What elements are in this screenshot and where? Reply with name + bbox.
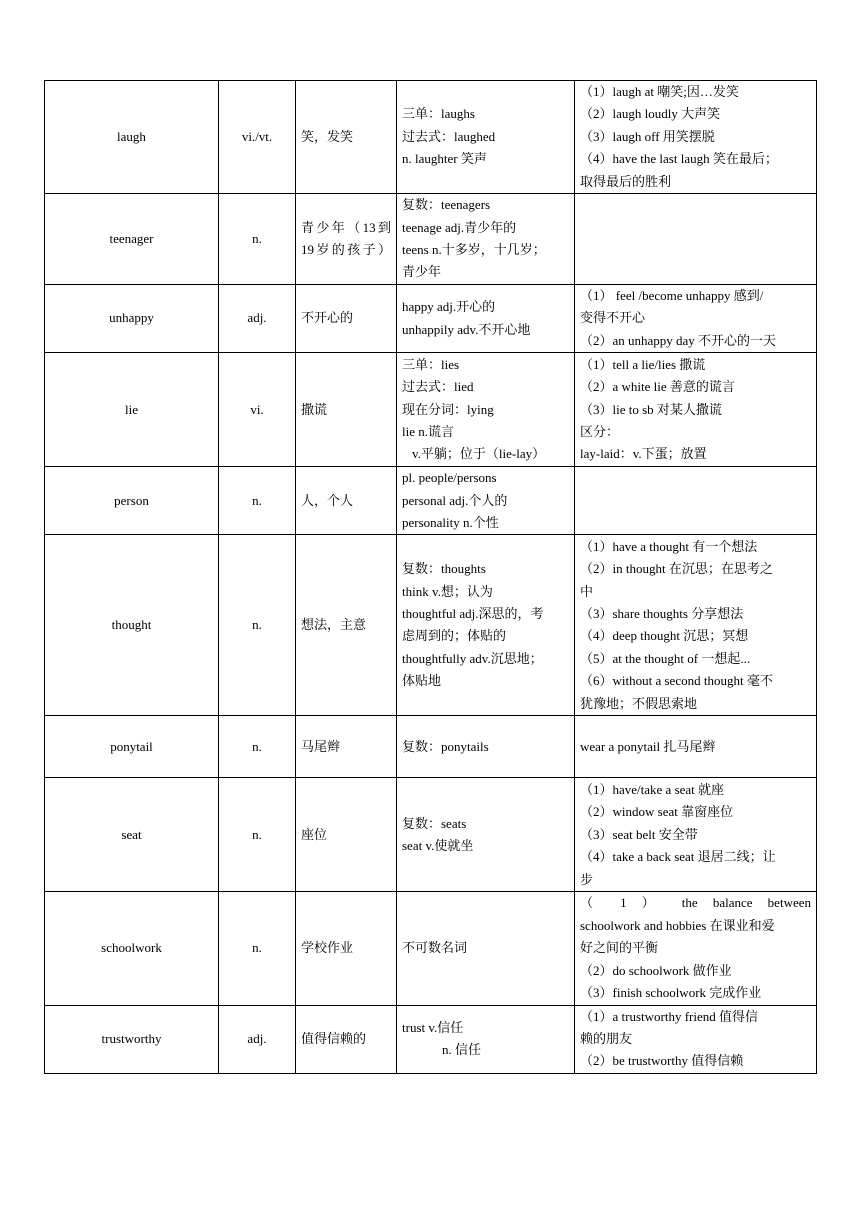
word-cell: teenager (45, 194, 219, 285)
word-form-line: 虑周到的；体贴的 (402, 628, 507, 644)
meaning-cell: 马尾辫 (296, 716, 397, 778)
phrase-line: 区分： (580, 423, 620, 439)
word-form-line: 现在分词：lying (402, 401, 494, 417)
phrase-line: （3）finish schoolwork 完成作业 (580, 985, 762, 1001)
word-form-line: n. laughter 笑声 (402, 151, 487, 167)
forms-cell (397, 194, 575, 285)
phrase-line: （4）take a back seat 退居二线；让 (580, 849, 776, 865)
word-form-line: teenage adj.青少年的 (402, 219, 517, 235)
phrase-line: （4）deep thought 沉思；冥想 (580, 628, 749, 644)
meaning-cell: 撒谎 (296, 353, 397, 467)
meaning-cell: 青少年（13到19岁的孩子） (296, 194, 397, 285)
phrase-line: （2）in thought 在沉思；在思考之 (580, 561, 773, 577)
meaning-cell: 笑，发笑 (296, 81, 397, 194)
word-form-line: seat v.使就坐 (402, 837, 474, 853)
word-form-line: personal adj.个人的 (402, 492, 508, 508)
table-row (45, 778, 817, 892)
phrase-line: （2）a white lie 善意的谎言 (580, 379, 735, 395)
phrase-line: （2）laugh loudly 大声笑 (580, 106, 721, 122)
phrases-cell (575, 1005, 817, 1073)
phrase-line: （2）be trustworthy 值得信赖 (580, 1053, 744, 1069)
meaning-cell: 座位 (296, 778, 397, 892)
phrase-line: （ 1 ） the balance between (580, 895, 811, 911)
word-form-line: lie n.谎言 (402, 423, 454, 439)
meaning-cell: 人，个人 (296, 467, 397, 535)
phrase-line: （1）have a thought 有一个想法 (580, 538, 758, 554)
phrase-line: （3）share thoughts 分享想法 (580, 606, 744, 622)
forms-cell (397, 716, 575, 778)
vocab-table (44, 80, 817, 1074)
word-form-line: 复数：teenagers (402, 197, 491, 213)
forms-cell (397, 353, 575, 467)
word-form-line: 青少年 (402, 264, 442, 280)
phrase-line: 取得最后的胜利 (580, 173, 672, 189)
phrase-line: 中 (580, 583, 594, 599)
phrases-cell (575, 194, 817, 285)
phrase-line: （1）laugh at 嘲笑;因…发笑 (580, 84, 739, 99)
phrase-line: wear a ponytail 扎马尾辫 (580, 738, 716, 754)
table-row (45, 353, 817, 467)
table-row (45, 285, 817, 353)
table-row (45, 467, 817, 535)
part-of-speech-cell: n. (219, 716, 296, 778)
forms-cell (397, 778, 575, 892)
word-form-line: thoughtful adj.深思的，考 (402, 606, 544, 622)
phrase-line: 犹豫地；不假思索地 (580, 695, 698, 711)
phrase-line: （1）tell a lie/lies 撒谎 (580, 356, 706, 372)
meaning-cell: 学校作业 (296, 892, 397, 1005)
word-form-line: happy adj.开心的 (402, 299, 496, 315)
word-cell: person (45, 467, 219, 535)
word-cell: trustworthy (45, 1005, 219, 1073)
part-of-speech-cell: vi./vt. (219, 81, 296, 194)
phrases-cell (575, 892, 817, 1005)
word-form-line: 体贴地 (402, 673, 442, 689)
word-cell: ponytail (45, 716, 219, 778)
part-of-speech-cell: n. (219, 467, 296, 535)
forms-cell (397, 81, 575, 194)
word-form-line: teens n.十多岁，十几岁； (402, 242, 546, 258)
phrase-line: （3）seat belt 安全带 (580, 826, 698, 842)
word-form-line: 复数：seats (402, 815, 467, 831)
word-form-line: think v.想；认为 (402, 583, 493, 599)
meaning-cell: 想法，主意 (296, 535, 397, 716)
forms-cell (397, 892, 575, 1005)
phrase-line: 变得不开心 (580, 310, 646, 326)
meaning-cell: 值得信赖的 (296, 1005, 397, 1073)
meaning-cell: 不开心的 (296, 285, 397, 353)
table-row (45, 535, 817, 716)
word-form-line: 过去式：lied (402, 379, 474, 395)
part-of-speech-cell: vi. (219, 353, 296, 467)
word-form-line: 复数：thoughts (402, 561, 486, 577)
word-form-line: trust v.信任 (402, 1019, 464, 1035)
word-form-line: v.平躺；位于（lie-lay） (412, 446, 546, 462)
word-form-line: 不可数名词 (402, 940, 468, 956)
phrases-cell (575, 81, 817, 194)
table-row (45, 892, 817, 1005)
phrase-line: （6）without a second thought 毫不 (580, 673, 773, 689)
forms-cell (397, 467, 575, 535)
phrases-cell (575, 467, 817, 535)
phrase-line: （1）have/take a seat 就座 (580, 781, 725, 797)
phrases-cell (575, 778, 817, 892)
forms-cell (397, 285, 575, 353)
table-row (45, 194, 817, 285)
word-form-line: 三单：laughs (402, 106, 475, 122)
word-form-line: unhappily adv.不开心地 (402, 321, 531, 337)
phrases-cell (575, 353, 817, 467)
table-row (45, 716, 817, 778)
phrase-line: （3）laugh off 用笑摆脱 (580, 128, 715, 144)
part-of-speech-cell: n. (219, 892, 296, 1005)
word-cell: schoolwork (45, 892, 219, 1005)
phrase-line: 步 (580, 871, 594, 887)
phrases-cell (575, 716, 817, 778)
phrases-cell (575, 285, 817, 353)
phrase-line: schoolwork and hobbies 在课业和爱 (580, 917, 775, 933)
word-cell: lie (45, 353, 219, 467)
phrase-line: （3）lie to sb 对某人撒谎 (580, 401, 722, 417)
phrase-line: （2）an unhappy day 不开心的一天 (580, 332, 777, 348)
part-of-speech-cell: n. (219, 778, 296, 892)
phrase-line: （4）have the last laugh 笑在最后； (580, 151, 778, 167)
word-form-line: 过去式：laughed (402, 128, 496, 144)
word-cell: unhappy (45, 285, 219, 353)
word-form-line: pl. people/persons (402, 470, 497, 486)
phrases-cell (575, 535, 817, 716)
word-form-line: 三单：lies (402, 356, 460, 372)
part-of-speech-cell: n. (219, 535, 296, 716)
part-of-speech-cell: adj. (219, 285, 296, 353)
forms-cell (397, 535, 575, 716)
word-form-line: n. 信任 (442, 1042, 482, 1058)
table-row (45, 1005, 817, 1073)
vocab-table-body (45, 81, 817, 1074)
word-cell: seat (45, 778, 219, 892)
part-of-speech-cell: n. (219, 194, 296, 285)
word-cell: thought (45, 535, 219, 716)
phrase-line: （2）window seat 靠窗座位 (580, 804, 734, 820)
word-cell: laugh (45, 81, 219, 194)
word-form-line: thoughtfully adv.沉思地； (402, 650, 543, 666)
table-row (45, 81, 817, 194)
phrase-line: lay-laid：v.下蛋；放置 (580, 446, 707, 462)
phrase-line: 赖的朋友 (580, 1030, 633, 1046)
phrase-line: （5）at the thought of 一想起... (580, 650, 751, 666)
forms-cell (397, 1005, 575, 1073)
phrase-line: （1） feel /become unhappy 感到/ (580, 288, 764, 304)
phrase-line: （2）do schoolwork 做作业 (580, 962, 732, 978)
word-form-line: 复数：ponytails (402, 738, 489, 754)
phrase-line: 好之间的平衡 (580, 940, 659, 956)
part-of-speech-cell: adj. (219, 1005, 296, 1073)
word-form-line: personality n.个性 (402, 515, 499, 531)
phrase-line: （1）a trustworthy friend 值得信 (580, 1008, 759, 1024)
